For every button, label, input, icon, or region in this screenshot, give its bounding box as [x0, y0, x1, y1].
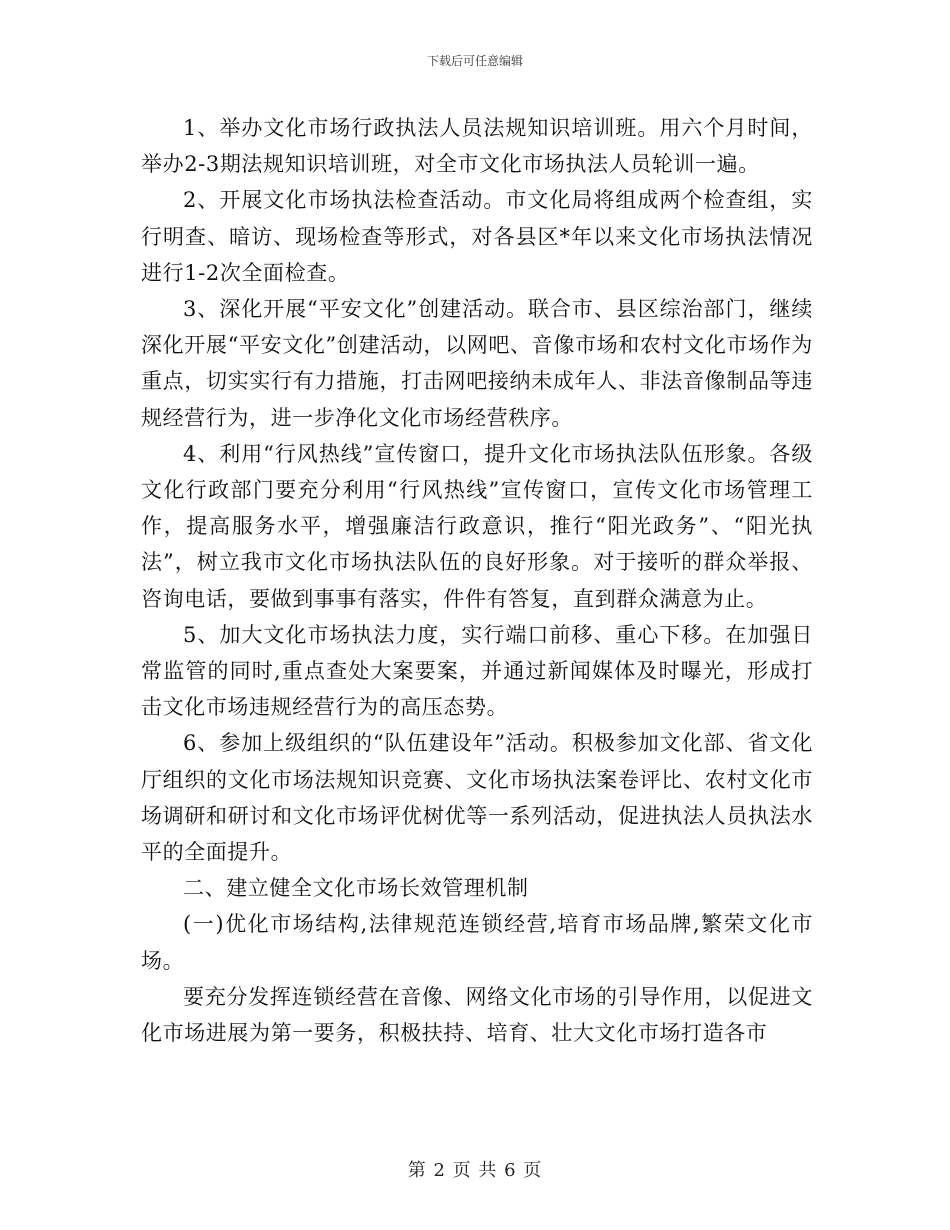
paragraph-item-6: 6、参加上级组织的“队伍建设年”活动。积极参加文化部、省文化厅组织的文化市场法规知识竞赛、文化市场执法案卷评比、农村文化市场调研和研讨和文化市场评优树优等一系列活动，促进执法人员执法水平的全面提升。 — [141, 731, 813, 865]
subsection-heading: (一)优化市场结构,法律规范连锁经营,培育市场品牌,繁荣文化市场。 — [141, 912, 813, 973]
paragraph-body: 要充分发挥连锁经营在音像、网络文化市场的引导作用，以促进文化市场进展为第一要务，积极扶持、培育、壮大文化市场打造各市 — [141, 984, 813, 1046]
page-header-note: 下载后可任意编辑 — [426, 54, 523, 68]
paragraph-item-4: 4、利用“行风热线”宣传窗口，提升文化市场执法队伍形象。各级文化行政部门要充分利用“行风热线”宣传窗口，宣传文化市场管理工作，提高服务水平，增强廉洁行政意识，推行“阳光政务”、“阳光执法”，树立我市文化市场执法队伍的良好形象。对于接听的群众举报、咨询电话，要做到事事有落实，件件有答复，直到群众满意为止。 — [141, 441, 813, 611]
paragraph-item-2: 2、开展文化市场执法检查活动。市文化局将组成两个检查组，实行明查、暗访、现场检查等形式，对各县区*年以来文化市场执法情况进行1-2次全面检查。 — [141, 188, 813, 285]
page-number-footer: 第 2 页 共 6 页 — [407, 1160, 543, 1181]
document-body — [141, 110, 813, 1051]
paragraph-item-5: 5、加大文化市场执法力度，实行端口前移、重心下移。在加强日常监管的同时,重点查处大案要案，并通过新闻媒体及时曝光，形成打击文化市场违规经营行为的高压态势。 — [141, 622, 813, 720]
paragraph-item-3: 3、深化开展“平安文化”创建活动。联合市、县区综治部门，继续深化开展“平安文化”创建活动，以网吧、音像市场和农村文化市场作为重点，切实实行有力措施，打击网吧接纳未成年人、非法音像制品等违规经营行为，进一步净化文化市场经营秩序。 — [141, 297, 813, 430]
paragraph-item-1: 1、举办文化市场行政执法人员法规知识培训班。用六个月时间，举办2-3期法规知识培训班，对全市文化市场执法人员轮训一遍。 — [141, 116, 813, 177]
section-heading: 二、建立健全文化市场长效管理机制 — [183, 876, 529, 901]
